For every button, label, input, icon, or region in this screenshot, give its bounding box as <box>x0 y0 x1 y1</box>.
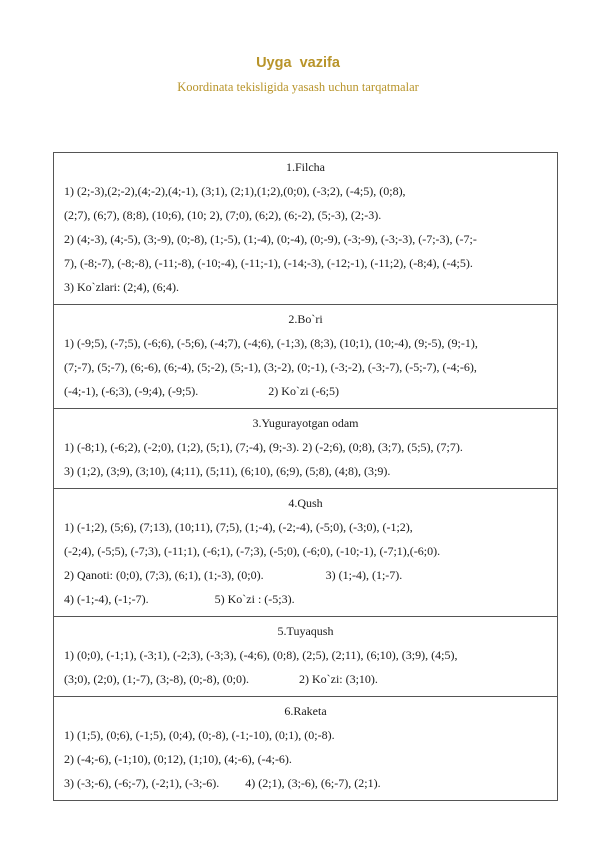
tasks-table <box>53 152 558 801</box>
task-line: (-2;4), (-5;5), (-7;3), (-11;1), (-6;1), (-7;3), (-5;0), (-6;0), (-10;-1), (-7;1),(-6;0). <box>64 544 441 558</box>
task-line: 2) (4;-3), (4;-5), (3;-9), (0;-8), (1;-5), (1;-4), (0;-4), (0;-9), (-3;-9), (-3;-3), (-7;-3), (-7;- <box>64 232 477 246</box>
task-cell <box>54 617 558 697</box>
task-line-part: 2) Ko`zi (-6;5) <box>268 384 339 398</box>
task-line: (2;7), (6;7), (8;8), (10;6), (10; 2), (7;0), (6;2), (6;-2), (5;-3), (2;-3). <box>64 208 382 222</box>
task-line-part: 2) Qanoti: (0;0), (7;3), (6;1), (1;-3), (0;0). <box>64 568 264 582</box>
task-line: 7), (-8;-7), (-8;-8), (-11;-8), (-10;-4), (-11;-1), (-14;-3), (-12;-1), (-11;2), (-8;4), (-4;5). <box>64 256 473 270</box>
page-title: Uyga vazifa <box>256 55 340 71</box>
task-line-part: 4) (2;1), (3;-6), (6;-7), (2;1). <box>245 776 381 790</box>
task-line: 1) (0;0), (-1;1), (-3;1), (-2;3), (-3;3), (-4;6), (0;8), (2;5), (2;11), (6;10), (3;9), (4;5), <box>64 648 458 662</box>
task-row-tuyaqush <box>54 617 558 697</box>
task-line <box>64 667 547 691</box>
task-line <box>64 771 547 795</box>
task-line-part: 4) (-1;-4), (-1;-7). <box>64 592 149 606</box>
task-row-raketa <box>54 697 558 801</box>
task-line <box>64 379 547 403</box>
task-cell <box>54 305 558 409</box>
task-cell <box>54 409 558 489</box>
task-line: 3) (1;2), (3;9), (3;10), (4;11), (5;11), (6;10), (6;9), (5;8), (4;8), (3;9). <box>64 464 391 478</box>
task-line-part: 3) (1;-4), (1;-7). <box>325 568 403 582</box>
task-row-bori <box>54 305 558 409</box>
task-cell <box>54 153 558 305</box>
task-line: 2) (-4;-6), (-1;10), (0;12), (1;10), (4;-6), (-4;-6). <box>64 752 292 766</box>
task-line: (7;-7), (5;-7), (6;-6), (6;-4), (5;-2), (5;-1), (3;-2), (0;-1), (-3;-2), (-3;-7), (-5;-7), (-4;-6), <box>64 360 477 374</box>
section-title: 4.Qush <box>288 496 323 510</box>
task-line: 1) (2;-3),(2;-2),(4;-2),(4;-1), (3;1), (2;1),(1;2),(0;0), (-3;2), (-4;5), (0;8), <box>64 184 406 198</box>
task-line: 1) (-9;5), (-7;5), (-6;6), (-5;6), (-4;7), (-4;6), (-1;3), (8;3), (10;1), (10;-4), (9;-5), (9;-1), <box>64 336 478 350</box>
section-title: 3.Yugurayotgan odam <box>252 416 359 430</box>
task-line <box>64 563 547 587</box>
task-line: 1) (-1;2), (5;6), (7;13), (10;11), (7;5), (1;-4), (-2;-4), (-5;0), (-3;0), (-1;2), <box>64 520 413 534</box>
task-line-part: 3) (-3;-6), (-6;-7), (-2;1), (-3;-6). <box>64 776 220 790</box>
task-cell <box>54 489 558 617</box>
section-title: 2.Bo`ri <box>288 312 323 326</box>
page-subtitle: Koordinata tekisligida yasash uchun tarqatmalar <box>177 80 419 94</box>
section-title: 1.Filcha <box>286 160 325 174</box>
task-line: 3) Ko`zlari: (2;4), (6;4). <box>64 280 179 294</box>
task-cell <box>54 697 558 801</box>
task-line-part: 2) Ko`zi: (3;10). <box>298 672 378 686</box>
task-line-part: (3;0), (2;0), (1;-7), (3;-8), (0;-8), (0;0). <box>64 672 249 686</box>
task-row-filcha <box>54 153 558 305</box>
task-line-part: 5) Ko`zi : (-5;3). <box>214 592 295 606</box>
section-title: 6.Raketa <box>284 704 327 718</box>
task-line: 1) (-8;1), (-6;2), (-2;0), (1;2), (5;1), (7;-4), (9;-3). 2) (-2;6), (0;8), (3;7), (5;5), (7;7). <box>64 440 463 454</box>
task-line: 1) (1;5), (0;6), (-1;5), (0;4), (0;-8), (-1;-10), (0;1), (0;-8). <box>64 728 335 742</box>
task-line <box>64 587 547 611</box>
section-title: 5.Tuyaqush <box>277 624 334 638</box>
task-row-yugurayotgan-odam <box>54 409 558 489</box>
task-line-part: (-4;-1), (-6;3), (-9;4), (-9;5). <box>64 384 199 398</box>
task-row-qush <box>54 489 558 617</box>
